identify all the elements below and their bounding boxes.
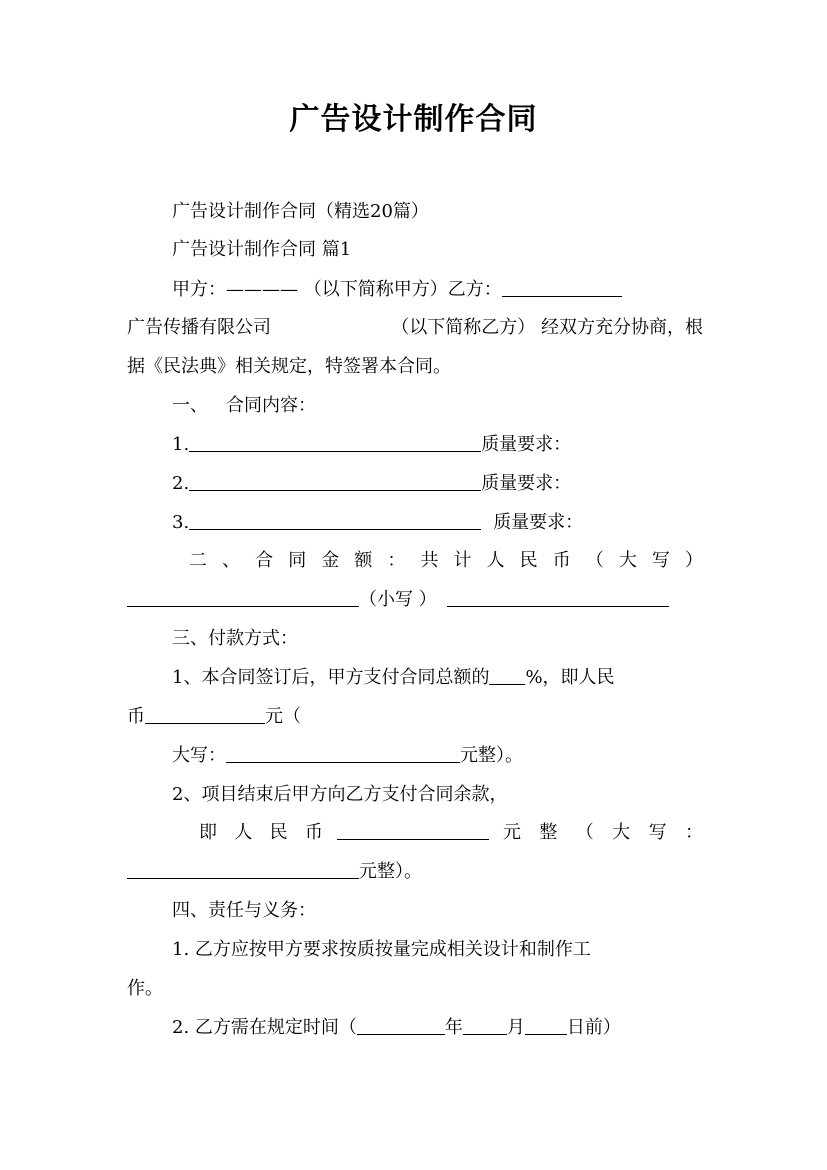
amount-char: 写 [651, 550, 670, 571]
yuan-char: 写 [648, 822, 667, 843]
amount-char: 民 [519, 550, 538, 571]
content-item-3 [127, 508, 703, 538]
party-b-blank [502, 276, 622, 297]
item-number: 3. [172, 512, 190, 533]
amount-char: 同 [288, 550, 307, 571]
item-blank [189, 431, 481, 452]
item-blank [189, 470, 481, 491]
party-a-label: 甲方： [172, 279, 226, 300]
rmb-char: 币 [304, 822, 323, 843]
amount-char: ） [684, 550, 703, 571]
amount-char: 人 [486, 550, 505, 571]
duty-1-text: 1. 乙方应按甲方要求按质按量完成相关设计和制作工 [172, 939, 591, 960]
year-label: 年 [444, 1017, 463, 1038]
yuan-upper-chars [503, 818, 703, 848]
document-title: 广告设计制作合同 [289, 102, 538, 137]
amount-char: 合 [255, 550, 274, 571]
amount-char: （ [585, 550, 604, 571]
rmb-char: 民 [269, 822, 288, 843]
amount-blank [145, 703, 265, 724]
yuan-char: （ [575, 822, 594, 843]
yuan-label: 元（ [265, 706, 301, 727]
payment-2-upper-line [127, 857, 703, 887]
amount-blanks-line [127, 585, 703, 615]
quality-label: 质量要求： [493, 512, 584, 533]
duty-2-text: 2. 乙方需在规定时间（ [172, 1017, 357, 1038]
month-blank [463, 1014, 507, 1035]
duty-1-cont-line: 作。 [127, 978, 163, 999]
content-item-1 [127, 430, 703, 460]
year-blank [357, 1014, 445, 1035]
party-a-dash: ———— [226, 279, 298, 300]
upper-label: 大写： [172, 745, 226, 766]
day-blank [525, 1014, 567, 1035]
currency-label: 币 [127, 706, 145, 727]
amount-char: ： [387, 550, 406, 571]
amount-char: 共 [420, 550, 439, 571]
party-a-line [127, 275, 703, 305]
content-item-2 [127, 469, 703, 499]
amount-char: 额 [354, 550, 373, 571]
part-heading: 广告设计制作合同 篇1 [172, 239, 352, 260]
balance-blank [337, 819, 489, 840]
payment-2-amount-line [127, 818, 703, 848]
amount-char: 币 [552, 550, 571, 571]
party-b-line [127, 313, 703, 343]
item-number: 1. [172, 434, 190, 455]
day-label: 日前） [566, 1017, 621, 1038]
amount-char: 二 [189, 550, 207, 571]
payment-1-text: 1、本合同签订后，甲方支付合同总额的 [172, 667, 490, 688]
yuan-end-label: 元整）。 [460, 745, 523, 766]
upper-blank [226, 742, 460, 763]
item-number: 2. [172, 473, 190, 494]
rmb-char: 人 [234, 822, 253, 843]
party-a-note: （以下简称甲方）乙方： [303, 279, 502, 300]
item-blank [189, 509, 481, 530]
rmb-chars [199, 818, 323, 848]
payment-1-upper-line [127, 741, 703, 771]
section-3-heading: 三、付款方式： [172, 628, 298, 649]
small-caps-label: （小写 ） [359, 589, 437, 610]
balance-upper-blank [127, 858, 359, 879]
month-label: 月 [506, 1017, 525, 1038]
amount-char: 计 [453, 550, 472, 571]
section-4-heading: 四、责任与义务： [172, 900, 316, 921]
section-1-title: 合同内容： [226, 395, 316, 416]
basis-line: 据《民法典》相关规定，特签署本合同。 [127, 356, 451, 377]
duty-1-line [127, 935, 703, 965]
yuan-end-label: 元整）。 [359, 861, 422, 882]
amount-lower-blank [447, 586, 669, 607]
amount-line [127, 546, 703, 576]
yuan-char: 大 [612, 822, 631, 843]
percent-blank [489, 664, 525, 685]
payment-2-line: 2、项目结束后甲方向乙方支付合同余款， [172, 784, 508, 805]
yuan-char: ： [684, 822, 703, 843]
amount-char: 、 [222, 550, 241, 571]
amount-char: 大 [618, 550, 637, 571]
rmb-char: 即 [199, 822, 217, 843]
yuan-char: 整 [539, 822, 558, 843]
amount-upper-blank [127, 586, 359, 607]
payment-1-line [127, 663, 703, 693]
yuan-char: 元 [503, 822, 521, 843]
section-1-number: 一、 [172, 395, 208, 416]
quality-label: 质量要求： [481, 434, 572, 455]
duty-2-line [127, 1013, 703, 1043]
quality-label: 质量要求： [481, 473, 572, 494]
section-1-heading [127, 391, 703, 421]
amount-char: 金 [321, 550, 340, 571]
payment-1-text-b: %，即人民 [525, 667, 615, 688]
subtitle-line: 广告设计制作合同（精选20篇） [172, 201, 429, 222]
payment-1-amount-line [127, 702, 703, 732]
party-b-company: 广告传播有限公司 [127, 317, 271, 338]
party-b-note: （以下简称乙方） 经双方充分协商，根 [391, 317, 703, 338]
